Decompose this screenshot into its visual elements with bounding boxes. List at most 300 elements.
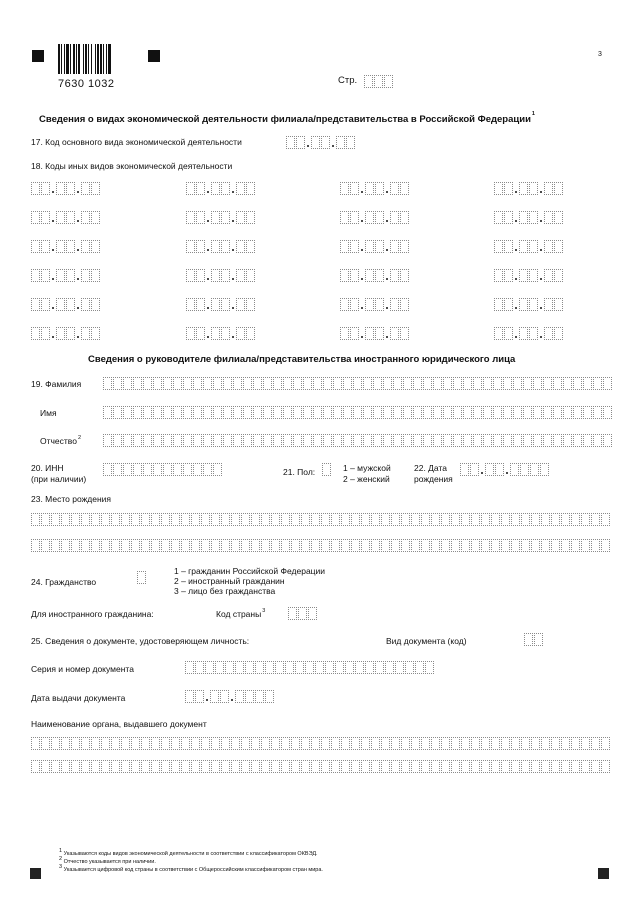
input-cell[interactable] — [350, 298, 359, 311]
input-cell[interactable] — [541, 513, 550, 526]
input-cell[interactable] — [529, 269, 538, 282]
input-cell[interactable] — [403, 377, 412, 390]
input-cell[interactable] — [504, 211, 513, 224]
input-cell[interactable] — [233, 434, 242, 447]
input-cell[interactable] — [61, 760, 70, 773]
input-cell[interactable] — [390, 240, 399, 253]
input-cell[interactable] — [113, 434, 122, 447]
input-cell[interactable] — [343, 434, 352, 447]
input-cell[interactable] — [31, 539, 40, 552]
surname-cells[interactable] — [103, 376, 613, 390]
input-cell[interactable] — [171, 760, 180, 773]
input-cell[interactable] — [400, 182, 409, 195]
input-cell[interactable] — [471, 737, 480, 750]
input-cell[interactable] — [201, 513, 210, 526]
input-cell[interactable] — [519, 211, 528, 224]
input-cell[interactable] — [373, 406, 382, 419]
input-cell[interactable] — [143, 406, 152, 419]
input-cell[interactable] — [283, 434, 292, 447]
input-cell[interactable] — [365, 240, 374, 253]
input-cell[interactable] — [213, 434, 222, 447]
input-cell[interactable] — [91, 269, 100, 282]
input-cell[interactable] — [501, 513, 510, 526]
input-cell[interactable] — [151, 539, 160, 552]
input-cell[interactable] — [56, 211, 65, 224]
input-cell[interactable] — [383, 406, 392, 419]
input-cell[interactable] — [245, 661, 254, 674]
input-cell[interactable] — [313, 406, 322, 419]
input-cell[interactable] — [591, 513, 600, 526]
input-cell[interactable] — [390, 211, 399, 224]
input-cell[interactable] — [395, 661, 404, 674]
input-cell[interactable] — [205, 661, 214, 674]
input-cell[interactable] — [121, 513, 130, 526]
input-cell[interactable] — [443, 406, 452, 419]
input-cell[interactable] — [393, 434, 402, 447]
input-cell[interactable] — [463, 377, 472, 390]
input-cell[interactable] — [161, 760, 170, 773]
input-cell[interactable] — [245, 690, 254, 703]
input-cell[interactable] — [519, 269, 528, 282]
input-cell[interactable] — [403, 406, 412, 419]
input-cell[interactable] — [523, 406, 532, 419]
input-cell[interactable] — [223, 434, 232, 447]
input-cell[interactable] — [186, 298, 195, 311]
input-cell[interactable] — [323, 377, 332, 390]
input-cell[interactable] — [185, 690, 194, 703]
input-cell[interactable] — [331, 737, 340, 750]
input-cell[interactable] — [363, 406, 372, 419]
input-cell[interactable] — [519, 327, 528, 340]
input-cell[interactable] — [331, 513, 340, 526]
input-cell[interactable] — [451, 737, 460, 750]
activity-code-cells[interactable] — [494, 181, 564, 195]
input-cell[interactable] — [291, 737, 300, 750]
input-cell[interactable] — [41, 760, 50, 773]
birth-date-cells[interactable] — [460, 462, 550, 476]
input-cell[interactable] — [243, 377, 252, 390]
input-cell[interactable] — [66, 240, 75, 253]
input-cell[interactable] — [293, 377, 302, 390]
input-cell[interactable] — [521, 539, 530, 552]
input-cell[interactable] — [91, 760, 100, 773]
input-cell[interactable] — [554, 211, 563, 224]
input-cell[interactable] — [383, 434, 392, 447]
input-cell[interactable] — [493, 406, 502, 419]
input-cell[interactable] — [153, 406, 162, 419]
input-cell[interactable] — [481, 737, 490, 750]
input-cell[interactable] — [593, 434, 602, 447]
input-cell[interactable] — [31, 513, 40, 526]
input-cell[interactable] — [353, 377, 362, 390]
input-cell[interactable] — [523, 377, 532, 390]
input-cell[interactable] — [544, 269, 553, 282]
input-cell[interactable] — [281, 760, 290, 773]
input-cell[interactable] — [253, 406, 262, 419]
input-cell[interactable] — [41, 327, 50, 340]
input-cell[interactable] — [491, 513, 500, 526]
input-cell[interactable] — [186, 327, 195, 340]
input-cell[interactable] — [236, 327, 245, 340]
input-cell[interactable] — [196, 182, 205, 195]
input-cell[interactable] — [133, 406, 142, 419]
input-cell[interactable] — [520, 463, 529, 476]
input-cell[interactable] — [273, 377, 282, 390]
input-cell[interactable] — [561, 737, 570, 750]
input-cell[interactable] — [301, 760, 310, 773]
input-cell[interactable] — [241, 513, 250, 526]
input-cell[interactable] — [291, 513, 300, 526]
input-cell[interactable] — [51, 737, 60, 750]
input-cell[interactable] — [411, 760, 420, 773]
activity-code-cells[interactable] — [31, 239, 101, 253]
input-cell[interactable] — [61, 513, 70, 526]
input-cell[interactable] — [221, 737, 230, 750]
input-cell[interactable] — [123, 377, 132, 390]
patronymic-cells[interactable] — [103, 433, 613, 447]
input-cell[interactable] — [141, 513, 150, 526]
input-cell[interactable] — [301, 737, 310, 750]
input-cell[interactable] — [551, 513, 560, 526]
input-cell[interactable] — [151, 513, 160, 526]
input-cell[interactable] — [529, 211, 538, 224]
input-cell[interactable] — [103, 463, 112, 476]
input-cell[interactable] — [593, 377, 602, 390]
input-cell[interactable] — [271, 737, 280, 750]
issuer-cells-row2[interactable] — [31, 759, 611, 773]
input-cell[interactable] — [573, 377, 582, 390]
input-cell[interactable] — [511, 737, 520, 750]
input-cell[interactable] — [353, 406, 362, 419]
input-cell[interactable] — [103, 377, 112, 390]
input-cell[interactable] — [235, 690, 244, 703]
input-cell[interactable] — [481, 760, 490, 773]
input-cell[interactable] — [554, 182, 563, 195]
input-cell[interactable] — [350, 240, 359, 253]
input-cell[interactable] — [31, 269, 40, 282]
input-cell[interactable] — [401, 737, 410, 750]
input-cell[interactable] — [375, 211, 384, 224]
input-cell[interactable] — [510, 463, 519, 476]
input-cell[interactable] — [221, 760, 230, 773]
activity-code-cells[interactable] — [494, 268, 564, 282]
input-cell[interactable] — [583, 377, 592, 390]
input-cell[interactable] — [361, 737, 370, 750]
gender-cell[interactable] — [322, 462, 332, 476]
input-cell[interactable] — [471, 760, 480, 773]
input-cell[interactable] — [563, 406, 572, 419]
input-cell[interactable] — [56, 327, 65, 340]
input-cell[interactable] — [211, 240, 220, 253]
input-cell[interactable] — [236, 298, 245, 311]
input-cell[interactable] — [381, 760, 390, 773]
input-cell[interactable] — [321, 737, 330, 750]
input-cell[interactable] — [553, 434, 562, 447]
input-cell[interactable] — [453, 377, 462, 390]
input-cell[interactable] — [286, 136, 295, 149]
input-cell[interactable] — [554, 269, 563, 282]
input-cell[interactable] — [163, 377, 172, 390]
input-cell[interactable] — [261, 513, 270, 526]
input-cell[interactable] — [390, 327, 399, 340]
activity-code-cells[interactable] — [340, 181, 410, 195]
input-cell[interactable] — [185, 661, 194, 674]
input-cell[interactable] — [111, 513, 120, 526]
input-cell[interactable] — [390, 298, 399, 311]
input-cell[interactable] — [161, 539, 170, 552]
activity-code-cells[interactable] — [186, 297, 256, 311]
input-cell[interactable] — [281, 513, 290, 526]
input-cell[interactable] — [494, 211, 503, 224]
input-cell[interactable] — [431, 737, 440, 750]
input-cell[interactable] — [543, 434, 552, 447]
input-cell[interactable] — [365, 661, 374, 674]
input-cell[interactable] — [233, 406, 242, 419]
birthplace-cells-row1[interactable] — [31, 512, 611, 526]
input-cell[interactable] — [504, 327, 513, 340]
input-cell[interactable] — [123, 406, 132, 419]
input-cell[interactable] — [391, 760, 400, 773]
input-cell[interactable] — [521, 513, 530, 526]
input-cell[interactable] — [101, 737, 110, 750]
input-cell[interactable] — [563, 434, 572, 447]
input-cell[interactable] — [211, 211, 220, 224]
input-cell[interactable] — [261, 539, 270, 552]
input-cell[interactable] — [183, 434, 192, 447]
input-cell[interactable] — [385, 661, 394, 674]
input-cell[interactable] — [303, 406, 312, 419]
input-cell[interactable] — [541, 539, 550, 552]
input-cell[interactable] — [350, 211, 359, 224]
input-cell[interactable] — [571, 513, 580, 526]
input-cell[interactable] — [431, 760, 440, 773]
input-cell[interactable] — [293, 406, 302, 419]
input-cell[interactable] — [193, 463, 202, 476]
input-cell[interactable] — [233, 377, 242, 390]
input-cell[interactable] — [365, 327, 374, 340]
input-cell[interactable] — [291, 760, 300, 773]
input-cell[interactable] — [303, 377, 312, 390]
input-cell[interactable] — [41, 513, 50, 526]
input-cell[interactable] — [241, 737, 250, 750]
input-cell[interactable] — [211, 298, 220, 311]
activity-code-cells[interactable] — [494, 239, 564, 253]
input-cell[interactable] — [571, 539, 580, 552]
input-cell[interactable] — [534, 633, 543, 646]
input-cell[interactable] — [41, 737, 50, 750]
input-cell[interactable] — [123, 463, 132, 476]
input-cell[interactable] — [183, 406, 192, 419]
input-cell[interactable] — [196, 240, 205, 253]
input-cell[interactable] — [51, 513, 60, 526]
input-cell[interactable] — [483, 406, 492, 419]
input-cell[interactable] — [251, 760, 260, 773]
input-cell[interactable] — [461, 760, 470, 773]
input-cell[interactable] — [519, 240, 528, 253]
input-cell[interactable] — [551, 539, 560, 552]
input-cell[interactable] — [371, 737, 380, 750]
input-cell[interactable] — [400, 327, 409, 340]
input-cell[interactable] — [191, 737, 200, 750]
input-cell[interactable] — [221, 211, 230, 224]
input-cell[interactable] — [231, 760, 240, 773]
input-cell[interactable] — [325, 661, 334, 674]
input-cell[interactable] — [141, 760, 150, 773]
input-cell[interactable] — [101, 539, 110, 552]
input-cell[interactable] — [423, 434, 432, 447]
input-cell[interactable] — [143, 463, 152, 476]
input-cell[interactable] — [271, 539, 280, 552]
input-cell[interactable] — [236, 211, 245, 224]
input-cell[interactable] — [491, 539, 500, 552]
input-cell[interactable] — [321, 136, 330, 149]
input-cell[interactable] — [253, 377, 262, 390]
input-cell[interactable] — [341, 539, 350, 552]
input-cell[interactable] — [91, 737, 100, 750]
input-cell[interactable] — [493, 377, 502, 390]
input-cell[interactable] — [31, 182, 40, 195]
input-cell[interactable] — [511, 539, 520, 552]
input-cell[interactable] — [235, 661, 244, 674]
input-cell[interactable] — [601, 513, 610, 526]
input-cell[interactable] — [421, 760, 430, 773]
input-cell[interactable] — [246, 269, 255, 282]
input-cell[interactable] — [186, 269, 195, 282]
input-cell[interactable] — [544, 240, 553, 253]
input-cell[interactable] — [533, 406, 542, 419]
input-cell[interactable] — [553, 377, 562, 390]
input-cell[interactable] — [341, 737, 350, 750]
input-cell[interactable] — [236, 269, 245, 282]
input-cell[interactable] — [533, 377, 542, 390]
input-cell[interactable] — [181, 513, 190, 526]
input-cell[interactable] — [443, 377, 452, 390]
input-cell[interactable] — [251, 539, 260, 552]
input-cell[interactable] — [341, 760, 350, 773]
input-cell[interactable] — [321, 760, 330, 773]
input-cell[interactable] — [236, 182, 245, 195]
input-cell[interactable] — [401, 760, 410, 773]
input-cell[interactable] — [413, 377, 422, 390]
input-cell[interactable] — [298, 607, 307, 620]
input-cell[interactable] — [531, 760, 540, 773]
input-cell[interactable] — [261, 737, 270, 750]
input-cell[interactable] — [196, 269, 205, 282]
input-cell[interactable] — [141, 737, 150, 750]
input-cell[interactable] — [203, 377, 212, 390]
input-cell[interactable] — [544, 327, 553, 340]
input-cell[interactable] — [301, 539, 310, 552]
input-cell[interactable] — [56, 269, 65, 282]
input-cell[interactable] — [196, 298, 205, 311]
input-cell[interactable] — [544, 211, 553, 224]
input-cell[interactable] — [511, 513, 520, 526]
input-cell[interactable] — [81, 513, 90, 526]
input-cell[interactable] — [31, 211, 40, 224]
input-cell[interactable] — [56, 240, 65, 253]
input-cell[interactable] — [211, 539, 220, 552]
country-code-cells[interactable] — [288, 606, 318, 620]
input-cell[interactable] — [66, 269, 75, 282]
input-cell[interactable] — [31, 298, 40, 311]
activity-code-cells[interactable] — [340, 239, 410, 253]
input-cell[interactable] — [400, 240, 409, 253]
input-cell[interactable] — [583, 434, 592, 447]
input-cell[interactable] — [443, 434, 452, 447]
input-cell[interactable] — [423, 377, 432, 390]
input-cell[interactable] — [375, 661, 384, 674]
input-cell[interactable] — [503, 434, 512, 447]
input-cell[interactable] — [400, 269, 409, 282]
input-cell[interactable] — [221, 327, 230, 340]
input-cell[interactable] — [111, 539, 120, 552]
input-cell[interactable] — [193, 434, 202, 447]
input-cell[interactable] — [533, 434, 542, 447]
input-cell[interactable] — [103, 434, 112, 447]
input-cell[interactable] — [296, 136, 305, 149]
input-cell[interactable] — [220, 690, 229, 703]
input-cell[interactable] — [251, 737, 260, 750]
input-cell[interactable] — [340, 269, 349, 282]
input-cell[interactable] — [31, 760, 40, 773]
input-cell[interactable] — [413, 434, 422, 447]
input-cell[interactable] — [340, 211, 349, 224]
input-cell[interactable] — [541, 737, 550, 750]
input-cell[interactable] — [201, 760, 210, 773]
input-cell[interactable] — [494, 327, 503, 340]
input-cell[interactable] — [529, 182, 538, 195]
input-cell[interactable] — [191, 513, 200, 526]
input-cell[interactable] — [453, 434, 462, 447]
input-cell[interactable] — [281, 737, 290, 750]
input-cell[interactable] — [365, 298, 374, 311]
citizenship-cell[interactable] — [137, 570, 147, 584]
input-cell[interactable] — [451, 760, 460, 773]
input-cell[interactable] — [495, 463, 504, 476]
input-cell[interactable] — [393, 377, 402, 390]
input-cell[interactable] — [340, 240, 349, 253]
input-cell[interactable] — [441, 513, 450, 526]
input-cell[interactable] — [513, 377, 522, 390]
input-cell[interactable] — [196, 211, 205, 224]
input-cell[interactable] — [374, 75, 383, 88]
input-cell[interactable] — [503, 377, 512, 390]
input-cell[interactable] — [540, 463, 549, 476]
input-cell[interactable] — [481, 539, 490, 552]
input-cell[interactable] — [91, 327, 100, 340]
input-cell[interactable] — [415, 661, 424, 674]
input-cell[interactable] — [186, 240, 195, 253]
input-cell[interactable] — [81, 211, 90, 224]
input-cell[interactable] — [433, 434, 442, 447]
input-cell[interactable] — [31, 737, 40, 750]
input-cell[interactable] — [56, 298, 65, 311]
input-cell[interactable] — [191, 760, 200, 773]
input-cell[interactable] — [591, 539, 600, 552]
input-cell[interactable] — [163, 406, 172, 419]
input-cell[interactable] — [133, 377, 142, 390]
input-cell[interactable] — [543, 377, 552, 390]
input-cell[interactable] — [471, 539, 480, 552]
input-cell[interactable] — [321, 539, 330, 552]
input-cell[interactable] — [81, 240, 90, 253]
input-cell[interactable] — [91, 182, 100, 195]
input-cell[interactable] — [281, 539, 290, 552]
input-cell[interactable] — [81, 269, 90, 282]
activity-code-cells[interactable] — [31, 210, 101, 224]
inn-cells[interactable] — [103, 462, 223, 476]
input-cell[interactable] — [196, 327, 205, 340]
